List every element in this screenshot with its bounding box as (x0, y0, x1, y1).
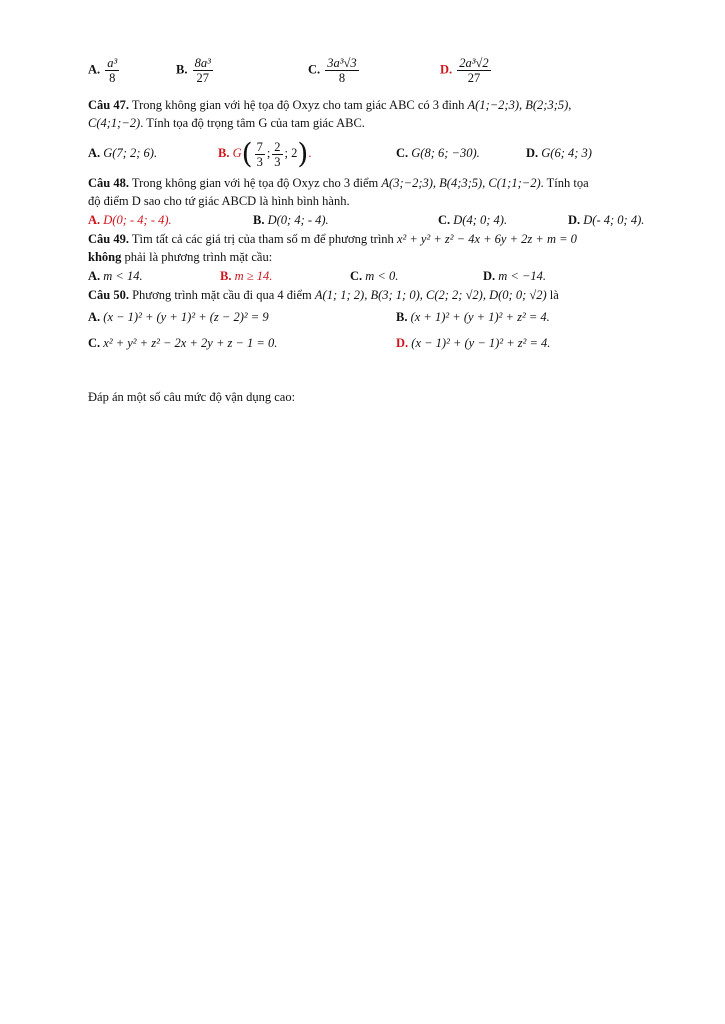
q46-option-b: B. $\frac{\text{8a³}}{27}$ (176, 56, 211, 85)
q47-option-b: B. G( $\frac{7}{3}$ ; $\frac{2}{3}$ ; 2). (218, 137, 312, 171)
q49-options (88, 266, 688, 286)
footer-note: Đáp án một số câu mức độ vận dụng cao: (88, 390, 296, 404)
q47-option-a: A. G(7; 2; 6). (88, 146, 158, 160)
q48-option-c: C. D(4; 0; 4). (438, 213, 508, 227)
fraction: $\frac{\text{a³}}{8}$ (107, 56, 118, 85)
q49-option-a: A. m < 14. (88, 269, 143, 283)
q48-option-a: A. D(0; - 4; - 4). (88, 213, 172, 227)
question-47-line2: C(4;1;−2). Tính tọa độ trọng tâm G của tam giác ABC. (88, 116, 365, 130)
q46-options (88, 50, 688, 96)
q50-option-c: C. x² + y² + z² − 2x + 2y + z − 1 = 0. (88, 336, 278, 350)
question-49-line2: không phải là phương trình mặt cầu: (88, 250, 273, 264)
q46-option-d: D. $\frac{\text{2a³√2}}{27}$ (440, 56, 489, 85)
q47-option-c: C. G(8; 6; −30). (396, 146, 480, 160)
q47-option-d: D. G(6; 4; 3) (526, 146, 592, 160)
q46-option-c: C. $\frac{\text{3a³√3}}{8}$ (308, 56, 357, 85)
q48-option-d: D. D(- 4; 0; 4). (568, 213, 645, 227)
q50-option-a: A. (x − 1)² + (y + 1)² + (z − 2)² = 9 (88, 310, 269, 324)
q49-option-d: D. m < −14. (483, 269, 547, 283)
q50-option-b: B. (x + 1)² + (y + 1)² + z² = 4. (396, 310, 550, 324)
question-48: Câu 48. Trong không gian với hệ tọa độ Oxyz cho 3 điểm A(3;−2;3), B(4;3;5), C(1;1;−2). Tính tọa (88, 176, 589, 190)
q49-option-b: B. m ≥ 14. (220, 269, 273, 283)
q48-option-b: B. D(0; 4; - 4). (253, 213, 329, 227)
document-page (88, 50, 688, 406)
q49-option-c: C. m < 0. (350, 269, 399, 283)
question-47: Câu 47. Trong không gian với hệ tọa độ Oxyz cho tam giác ABC có 3 đỉnh A(1;−2;3), B(2;3;5), (88, 98, 572, 112)
q50-options-cd (88, 330, 688, 356)
fraction: $\frac{\text{8a³}}{27}$ (194, 56, 211, 85)
question-50: Câu 50. Phương trình mặt cầu đi qua 4 điểm A(1; 1; 2), B(3; 1; 0), C(2; 2; √2), D(0; 0; √2) là (88, 288, 559, 302)
q47-options (88, 136, 688, 170)
question-49: Câu 49. Tìm tất cả các giá trị của tham số m để phương trình x² + y² + z² − 4x + 6y + 2z + m = 0 (88, 232, 577, 246)
q50-option-d: D. (x − 1)² + (y − 1)² + z² = 4. (396, 336, 551, 350)
fraction: $\frac{7}{3}$ (256, 139, 263, 169)
question-48-line2: độ điểm D sao cho tứ giác ABCD là hình bình hành. (88, 194, 350, 208)
q48-options (88, 210, 688, 230)
fraction: $\frac{\text{2a³√2}}{27}$ (459, 56, 489, 85)
q46-option-a: A. $\frac{\text{a³}}{8}$ (88, 56, 118, 85)
q50-options-ab (88, 304, 688, 330)
fraction: $\frac{2}{3}$ (274, 139, 281, 169)
fraction: $\frac{\text{3a³√3}}{8}$ (327, 56, 357, 85)
